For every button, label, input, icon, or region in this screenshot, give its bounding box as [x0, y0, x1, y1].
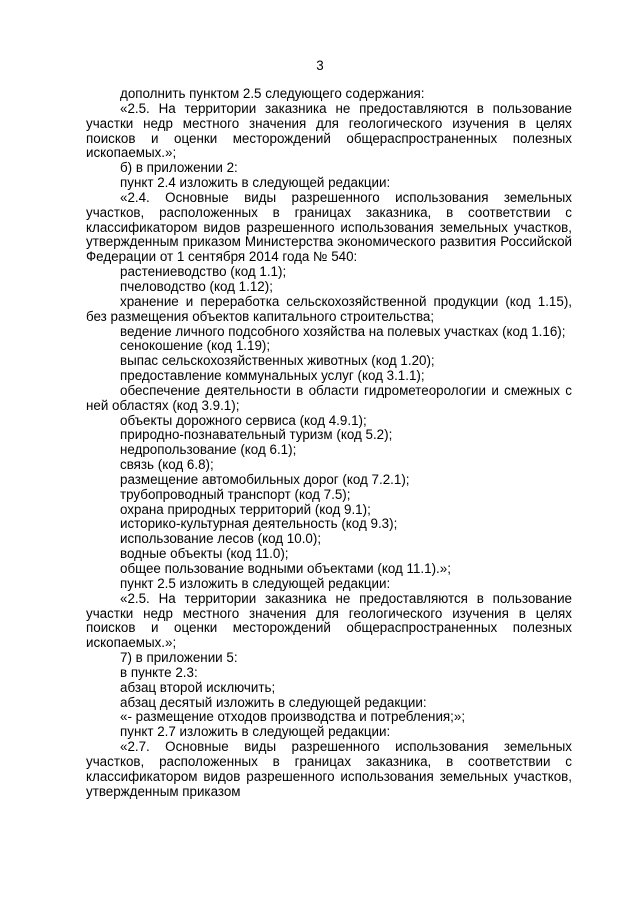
paragraph: абзац второй исключить; [120, 679, 276, 695]
paragraph: пункт 2.5 изложить в следующей редакции: [120, 575, 391, 591]
list-item: сенокошение (код 1.19); [120, 338, 271, 354]
list-item: объекты дорожного сервиса (код 4.9.1); [120, 412, 367, 428]
list-item: хранение и переработка сельскохозяйственной продукции (код 1.15), без размещения объектов капитального строительства; [86, 293, 572, 324]
list-item: обеспечение деятельности в области гидрометеорологии и смежных с ней областях (код 3.9.1); [86, 382, 572, 413]
list-item: пчеловодство (код 1.12); [120, 278, 273, 294]
paragraph: «2.4. Основные виды разрешенного использования земельных участков, расположенных в границах заказника, в соответствии с классификатором видов разрешенного использования земельных участков, утвержденным приказом Министерства экономического развития Российской Федерации от 1 сентября 2014 года № 540: [86, 189, 572, 265]
list-item: трубопроводный транспорт (код 7.5); [120, 486, 351, 502]
paragraph: «2.5. На территории заказника не предоставляются в пользование участки недр местного значения для геологического изучения в целях поисков и оценки месторождений общераспространенных полезных ископаемых.»; [86, 590, 572, 651]
list-item: природно-познавательный туризм (код 5.2); [120, 427, 393, 443]
list-item: охрана природных территорий (код 9.1); [120, 501, 371, 517]
paragraph: в пункте 2.3: [120, 664, 198, 680]
list-item: предоставление коммунальных услуг (код 3.1.1); [120, 368, 425, 384]
paragraph: «2.7. Основные виды разрешенного использования земельных участков, расположенных в границах заказника, в соответствии с классификатором видов разрешенного использования земельных участков, утвержденным приказом [86, 739, 572, 799]
paragraph: б) в приложении 2: [120, 160, 238, 176]
list-item: выпас сельскохозяйственных животных (код 1.20); [120, 353, 435, 369]
page-number: 3 [316, 58, 324, 73]
paragraph: абзац десятый изложить в следующей редакции: [120, 694, 427, 710]
paragraph: 7) в приложении 5: [120, 650, 238, 666]
paragraph: «2.5. На территории заказника не предоставляются в пользование участки недр местного значения для геологического изучения в целях поисков и оценки месторождений общераспространенных полезных ископаемых.»; [86, 100, 572, 161]
document-body [86, 87, 572, 800]
paragraph: пункт 2.4 изложить в следующей редакции: [120, 175, 391, 191]
list-item: историко-культурная деятельность (код 9.3); [120, 516, 398, 532]
list-item: связь (код 6.8); [120, 457, 214, 473]
paragraph: пункт 2.7 изложить в следующей редакции: [120, 724, 391, 740]
list-item: общее пользование водными объектами (код 11.1).»; [120, 561, 451, 576]
list-item: растениеводство (код 1.1); [120, 264, 287, 280]
list-item: недропользование (код 6.1); [120, 442, 297, 458]
list-item: ведение личного подсобного хозяйства на полевых участках (код 1.16); [120, 323, 566, 339]
list-item: водные объекты (код 11.0); [120, 546, 289, 562]
paragraph: дополнить пунктом 2.5 следующего содержания: [120, 86, 425, 101]
list-item: использование лесов (код 10.0); [120, 531, 322, 547]
paragraph: «- размещение отходов производства и потребления;»; [120, 709, 466, 725]
list-item: размещение автомобильных дорог (код 7.2.1); [120, 471, 410, 487]
